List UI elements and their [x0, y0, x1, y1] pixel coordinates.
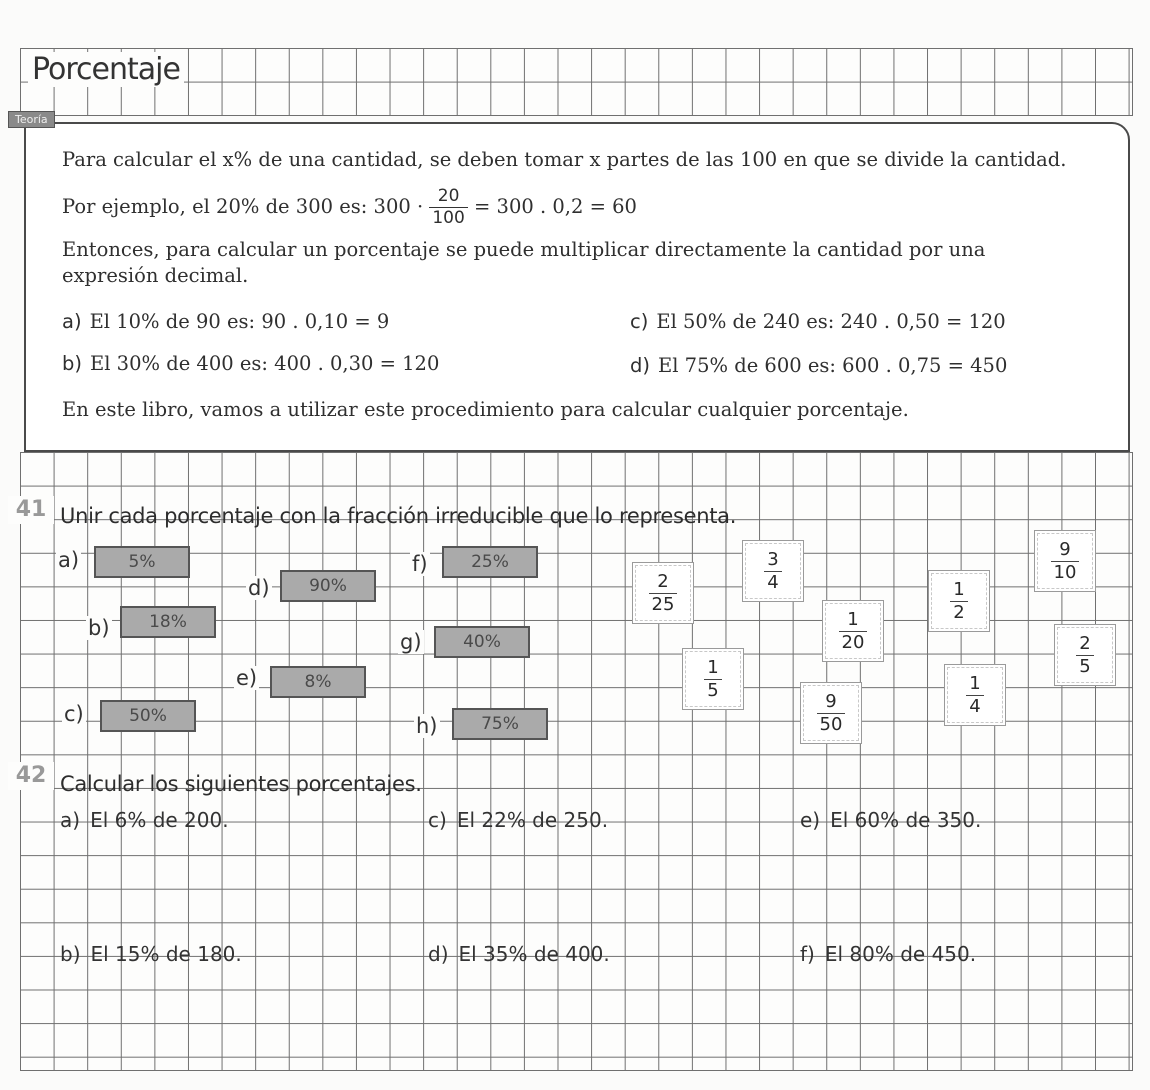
theory-closing: En este libro, vamos a utilizar este procedimiento para calcular cualquier porcentaje. — [62, 398, 909, 421]
fraction-denominator: 4 — [969, 695, 981, 717]
example-letter: c) — [630, 310, 649, 333]
theory-fraction — [429, 188, 467, 227]
task-letter: a) — [60, 808, 81, 832]
fraction-denominator: 50 — [819, 713, 843, 735]
exercise-41-number: 41 — [8, 496, 54, 524]
fraction-denominator: 5 — [707, 679, 719, 701]
page-title: Porcentaje — [28, 52, 184, 87]
fraction-numerator: 2 — [1076, 635, 1093, 656]
fraction-numerator: 9 — [817, 693, 846, 714]
example-text: El 75% de 600 es: 600 . 0,75 = 450 — [658, 354, 1008, 377]
theory-example-c — [630, 310, 1006, 333]
exercise-41-instruction: Unir cada porcentaje con la fracción irreducible que lo representa. — [60, 504, 737, 528]
fraction-denominator: 5 — [1079, 655, 1091, 677]
exercise-42-instruction: Calcular los siguientes porcentajes. — [60, 772, 422, 796]
fraction-numerator: 9 — [1051, 541, 1080, 562]
fraction-card[interactable] — [632, 562, 694, 624]
percentage-letter-b: b) — [88, 616, 110, 640]
task-text: El 35% de 400. — [458, 942, 610, 966]
percentage-box-e[interactable]: 8% — [270, 666, 366, 698]
fraction-numerator: 1 — [839, 611, 868, 632]
theory-example-a — [62, 310, 389, 333]
fraction-denominator: 20 — [841, 631, 865, 653]
theory-fraction-denominator: 100 — [432, 208, 465, 228]
percentage-box-a[interactable]: 5% — [94, 546, 190, 578]
example-letter: b) — [62, 352, 82, 375]
fraction-numerator: 2 — [649, 573, 678, 594]
fraction-numerator: 1 — [950, 581, 967, 602]
fraction-card[interactable] — [822, 600, 884, 662]
percentage-letter-a: a) — [58, 548, 80, 572]
fraction-denominator: 25 — [651, 593, 675, 615]
theory-tab: Teoría — [8, 111, 55, 128]
task-d — [428, 942, 610, 966]
fraction-card[interactable] — [944, 664, 1006, 726]
task-b — [60, 942, 242, 966]
percentage-box-g[interactable]: 40% — [434, 626, 530, 658]
theory-line-2 — [62, 188, 637, 227]
theory-example-b — [62, 352, 439, 375]
fraction-denominator: 10 — [1053, 561, 1077, 583]
task-letter: b) — [60, 942, 81, 966]
example-text: El 30% de 400 es: 400 . 0,30 = 120 — [90, 352, 440, 375]
percentage-box-h[interactable]: 75% — [452, 708, 548, 740]
task-letter: f) — [800, 942, 815, 966]
fraction-numerator: 1 — [966, 675, 983, 696]
theory-fraction-numerator: 20 — [429, 188, 467, 208]
theory-example-d — [630, 354, 1007, 377]
theory-line-1: Para calcular el x% de una cantidad, se deben tomar x partes de las 100 en que se divide la cantidad. — [62, 148, 1067, 171]
fraction-numerator: 3 — [764, 551, 781, 572]
fraction-card[interactable] — [800, 682, 862, 744]
theory-line-2-suffix: = 300 . 0,2 = 60 — [474, 195, 637, 218]
task-text: El 15% de 180. — [90, 942, 242, 966]
percentage-box-c[interactable]: 50% — [100, 700, 196, 732]
example-letter: a) — [62, 310, 82, 333]
fraction-card[interactable] — [682, 648, 744, 710]
task-text: El 6% de 200. — [90, 808, 229, 832]
title-grid — [20, 48, 1133, 116]
fraction-card[interactable] — [742, 540, 804, 602]
task-letter: d) — [428, 942, 449, 966]
theory-line-3a: Entonces, para calcular un porcentaje se puede multiplicar directamente la cantidad por una — [62, 238, 986, 261]
percentage-letter-e: e) — [236, 666, 258, 690]
task-text: El 60% de 350. — [830, 808, 982, 832]
fraction-card[interactable] — [1034, 530, 1096, 592]
theory-line-3b: expresión decimal. — [62, 264, 249, 287]
percentage-box-d[interactable]: 90% — [280, 570, 376, 602]
percentage-letter-f: f) — [412, 552, 428, 576]
example-text: El 10% de 90 es: 90 . 0,10 = 9 — [89, 310, 390, 333]
task-letter: c) — [428, 808, 447, 832]
fraction-denominator: 2 — [953, 601, 965, 623]
example-text: El 50% de 240 es: 240 . 0,50 = 120 — [656, 310, 1006, 333]
fraction-card[interactable] — [928, 570, 990, 632]
task-f — [800, 942, 976, 966]
fraction-denominator: 4 — [767, 571, 779, 593]
fraction-numerator: 1 — [704, 659, 721, 680]
percentage-box-f[interactable]: 25% — [442, 546, 538, 578]
exercise-grid — [20, 452, 1133, 1071]
task-c — [428, 808, 608, 832]
task-a — [60, 808, 229, 832]
percentage-letter-c: c) — [64, 702, 84, 726]
fraction-card[interactable] — [1054, 624, 1116, 686]
percentage-box-b[interactable]: 18% — [120, 606, 216, 638]
percentage-letter-h: h) — [416, 714, 438, 738]
example-letter: d) — [630, 354, 650, 377]
theory-line-2-prefix: Por ejemplo, el 20% de 300 es: 300 · — [62, 195, 424, 218]
task-letter: e) — [800, 808, 821, 832]
percentage-letter-d: d) — [248, 576, 270, 600]
task-text: El 80% de 450. — [824, 942, 977, 966]
percentage-letter-g: g) — [400, 630, 422, 654]
exercise-42-number: 42 — [8, 762, 54, 790]
task-text: El 22% de 250. — [456, 808, 609, 832]
task-e — [800, 808, 981, 832]
